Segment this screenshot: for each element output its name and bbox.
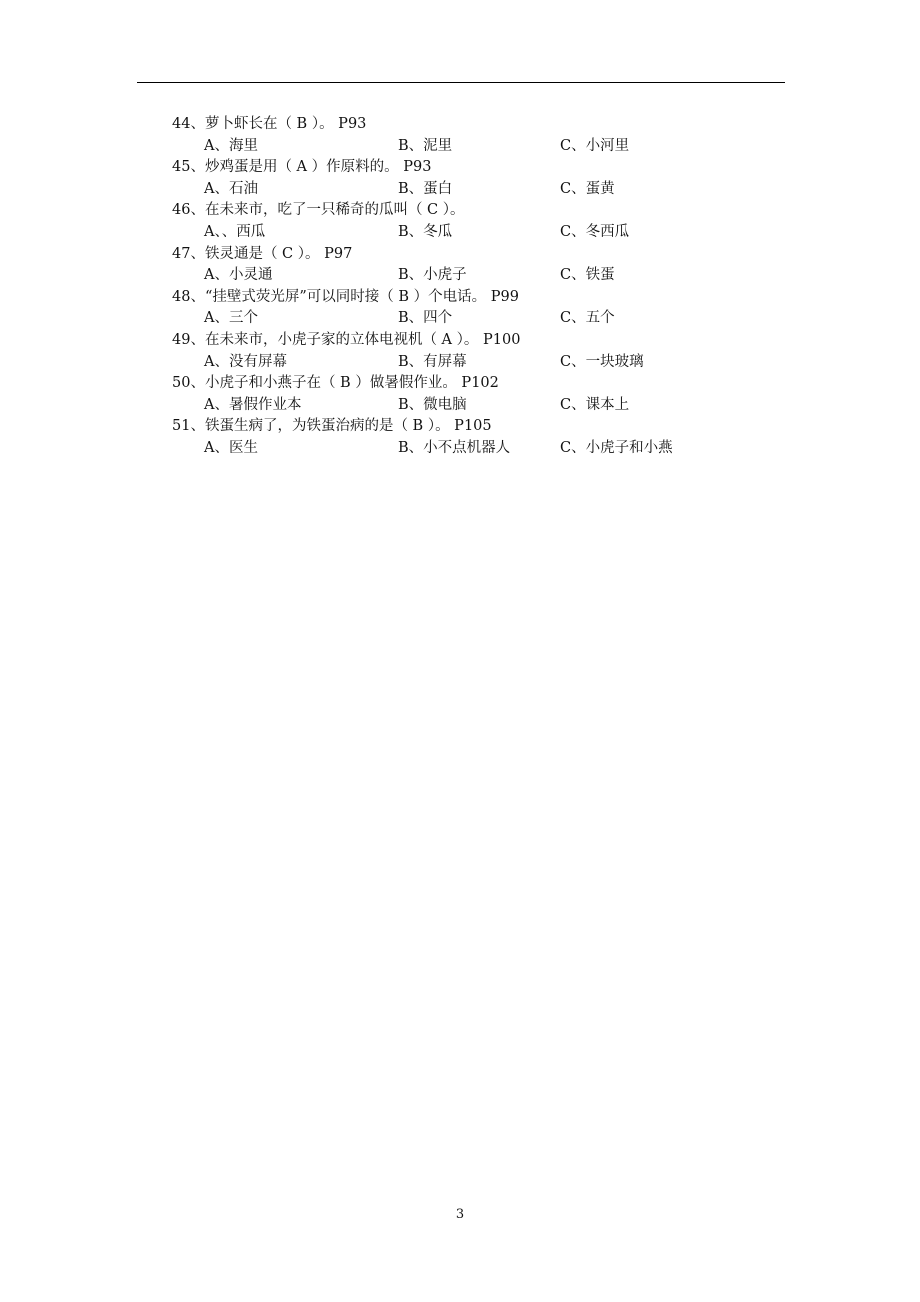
option-a: A、暑假作业本 bbox=[204, 396, 302, 413]
header-rule bbox=[137, 82, 785, 83]
question-text: 46、在未来市，吃了一只稀奇的瓜叫（ C ）。 bbox=[172, 202, 465, 219]
option-a: A、石油 bbox=[204, 180, 258, 197]
option-a: A、、西瓜 bbox=[204, 223, 266, 240]
option-b: B、蛋白 bbox=[398, 180, 453, 197]
option-b: B、泥里 bbox=[398, 137, 453, 154]
option-c: C、小河里 bbox=[560, 137, 630, 154]
question-options bbox=[172, 438, 792, 460]
option-b: B、冬瓜 bbox=[398, 223, 453, 240]
option-a: A、三个 bbox=[204, 310, 258, 327]
option-c: C、一块玻璃 bbox=[560, 353, 644, 370]
option-a: A、医生 bbox=[204, 439, 258, 456]
question-options bbox=[172, 222, 792, 244]
question-text: 51、铁蛋生病了，为铁蛋治病的是（ B ）。 P105 bbox=[172, 418, 492, 435]
option-a: A、没有屏幕 bbox=[204, 353, 287, 370]
option-c: C、铁蛋 bbox=[560, 267, 615, 284]
option-b: B、四个 bbox=[398, 310, 453, 327]
question-text: 50、小虎子和小燕子在（ B ）做暑假作业。 P102 bbox=[172, 375, 499, 392]
option-a: A、小灵通 bbox=[204, 267, 273, 284]
option-c: C、课本上 bbox=[560, 396, 630, 413]
question-text: 47、铁灵通是（ C ）。 P97 bbox=[172, 245, 353, 262]
question-options bbox=[172, 136, 792, 158]
question-options bbox=[172, 308, 792, 330]
question-options bbox=[172, 265, 792, 287]
option-b: B、有屏幕 bbox=[398, 353, 467, 370]
option-b: B、小不点机器人 bbox=[398, 439, 511, 456]
question-options bbox=[172, 179, 792, 201]
option-c: C、五个 bbox=[560, 310, 615, 327]
question-options bbox=[172, 352, 792, 374]
page-number: 3 bbox=[455, 1207, 465, 1222]
question-text: 45、炒鸡蛋是用（ A ）作原料的。 P93 bbox=[172, 159, 432, 176]
option-c: C、冬西瓜 bbox=[560, 223, 630, 240]
option-c: C、小虎子和小燕 bbox=[560, 439, 673, 456]
question-text: 49、在未来市，小虎子家的立体电视机（ A ）。 P100 bbox=[172, 331, 521, 348]
option-a: A、海里 bbox=[204, 137, 258, 154]
option-c: C、蛋黄 bbox=[560, 180, 615, 197]
question-list bbox=[172, 114, 792, 460]
option-b: B、微电脑 bbox=[398, 396, 467, 413]
option-b: B、小虎子 bbox=[398, 267, 467, 284]
question-text: 48、“挂壁式荧光屏”可以同时接（ B ）个电话。 P99 bbox=[172, 288, 519, 305]
question-text: 44、萝卜虾长在（ B ）。 P93 bbox=[172, 116, 367, 132]
question-options bbox=[172, 395, 792, 417]
